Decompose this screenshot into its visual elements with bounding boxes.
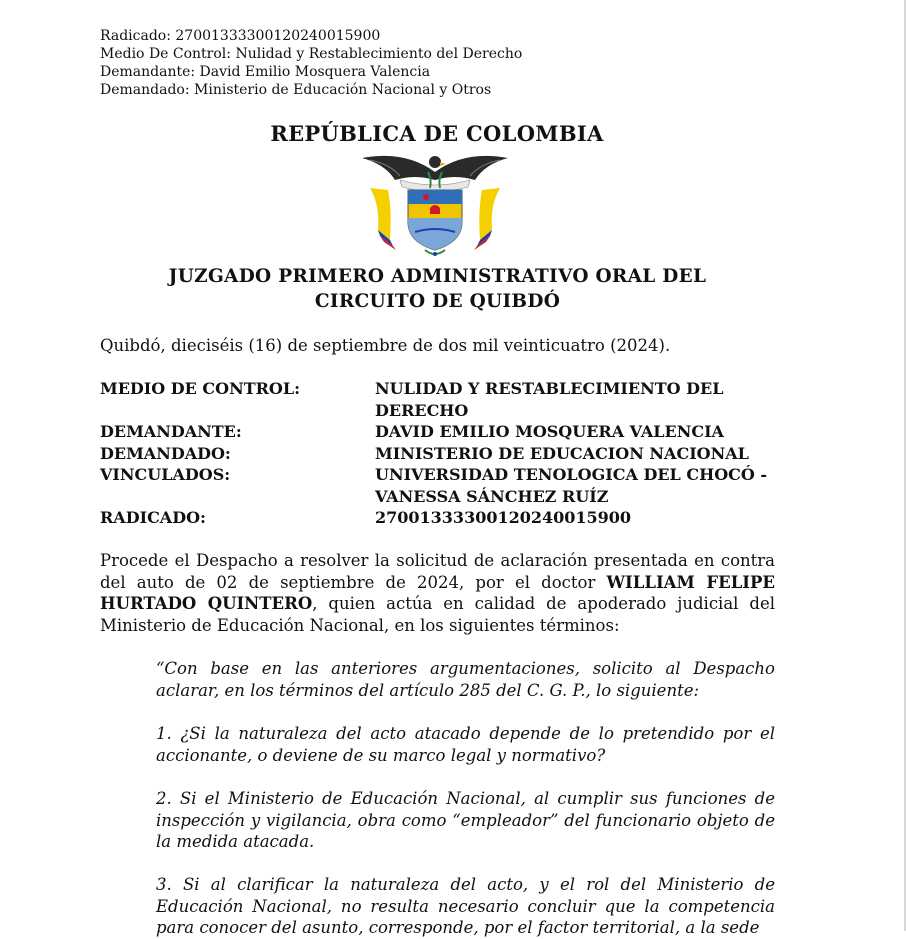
info-label: VINCULADOS: [100,465,231,484]
country-title: REPÚBLICA DE COLOMBIA [270,121,604,146]
info-row-demandado [100,443,800,465]
info-label: DEMANDADO: [100,443,231,463]
info-value: UNIVERSIDAD TENOLOGICA DEL CHOCÓ - VANESSA SÁNCHEZ RUÍZ [375,465,768,506]
info-value: DAVID EMILIO MOSQUERA VALENCIA [375,422,724,441]
info-value: 27001333300120240015900 [375,508,632,527]
quote-item-1: 1. ¿Si la naturaleza del acto atacado depende de lo pretendido por el accionante, o deviene de su marco legal y normativo? [156,724,775,765]
intro-paragraph [100,550,775,636]
intro-text-1: Procede el Despacho a resolver la solicitud de aclaración presentada en contra del auto de 02 de septiembre de 2024, por el doctor [100,551,775,592]
info-value: MINISTERIO DE EDUCACION NACIONAL [375,443,749,463]
header-line-demandante: Demandante: David Emilio Mosquera Valencia [100,64,431,80]
quote-opening: “Con base en las anteriores argumentaciones, solicito al Despacho aclarar, en los términos del artículo 285 del C. G. P., lo siguiente: [156,659,775,700]
case-info-table [100,378,800,529]
coat-of-arms-icon [360,150,510,260]
info-row-demandante [100,421,800,443]
court-name [100,264,775,314]
intro-text-2: , quien actúa en calidad de apoderado judicial del Ministerio de Educación Nacional, en los siguientes términos: [100,594,775,635]
quote-item-3: 3. Si al clarificar la naturaleza del acto, y el rol del Ministerio de Educación Nacional, no resulta necesario concluir que la competencia para conocer del asunto, corresponde, por el factor territorial, a la sede [156,875,775,937]
header-line-medio: Medio De Control: Nulidad y Restablecimiento del Derecho [100,46,523,62]
court-name-line2: CIRCUITO DE QUIBDÓ [314,291,561,312]
dateline: Quibdó, dieciséis (16) de septiembre de dos mil veinticuatro (2024). [100,336,671,355]
info-row-vinculados [100,464,800,507]
info-label: RADICADO: [100,508,206,527]
court-name-line1: JUZGADO PRIMERO ADMINISTRATIVO ORAL DEL [168,266,707,287]
info-label: DEMANDANTE: [100,422,242,441]
info-label: MEDIO DE CONTROL: [100,379,301,398]
header-line-radicado: Radicado: 27001333300120240015900 [100,28,381,44]
info-row-medio [100,378,800,421]
header-line-demandado: Demandado: Ministerio de Educación Nacional y Otros [100,82,492,98]
info-row-radicado [100,507,800,529]
quote-item-2: 2. Si el Ministerio de Educación Nacional, al cumplir sus funciones de inspección y vigilancia, obra como “empleador” del funcionario objeto de la medida atacada. [156,789,775,851]
case-header [100,27,522,99]
info-value: NULIDAD Y RESTABLECIMIENTO DEL DERECHO [375,379,724,420]
attorney-name: WILLIAM FELIPE HURTADO QUINTERO [100,572,776,613]
